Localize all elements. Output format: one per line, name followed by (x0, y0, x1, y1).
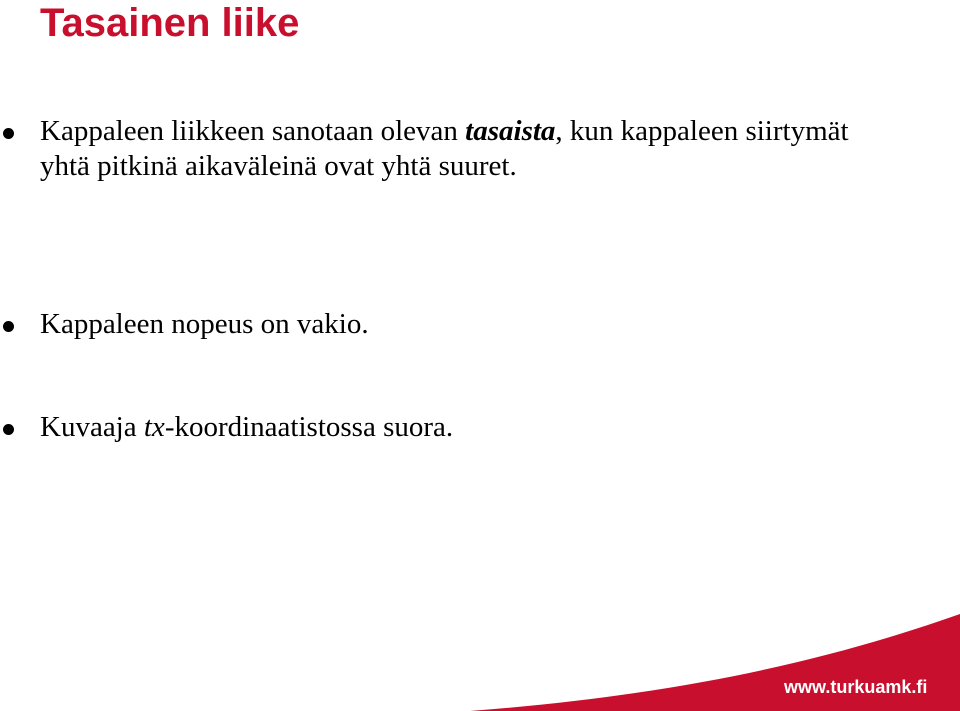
emphasized-term: tasaista (465, 115, 556, 147)
bullet-text-part: -koordinaatistossa suora. (164, 411, 454, 443)
footer-url: www.turkuamk.fi (784, 677, 928, 697)
bullet-item (0, 307, 900, 347)
italic-variable: tx (143, 411, 165, 443)
bullet-dot-icon (3, 128, 14, 139)
bullet-text (40, 114, 900, 184)
bullet-item (0, 114, 900, 224)
slide-title: Tasainen liike (40, 1, 300, 45)
bullet-text-part: Kappaleen liikkeen sanotaan olevan (40, 115, 466, 147)
bullet-dot-icon (3, 321, 14, 332)
bullet-text-part: Kuvaaja (40, 411, 144, 443)
bullet-text: Kappaleen nopeus on vakio. (40, 308, 369, 340)
bullet-text-part: , kun kappaleen siirtymät yhtä pitkinä aikaväleinä ovat yhtä suuret. (40, 115, 849, 182)
bullet-item (0, 410, 900, 450)
bullet-text (40, 410, 900, 445)
bullet-dot-icon (3, 424, 14, 435)
